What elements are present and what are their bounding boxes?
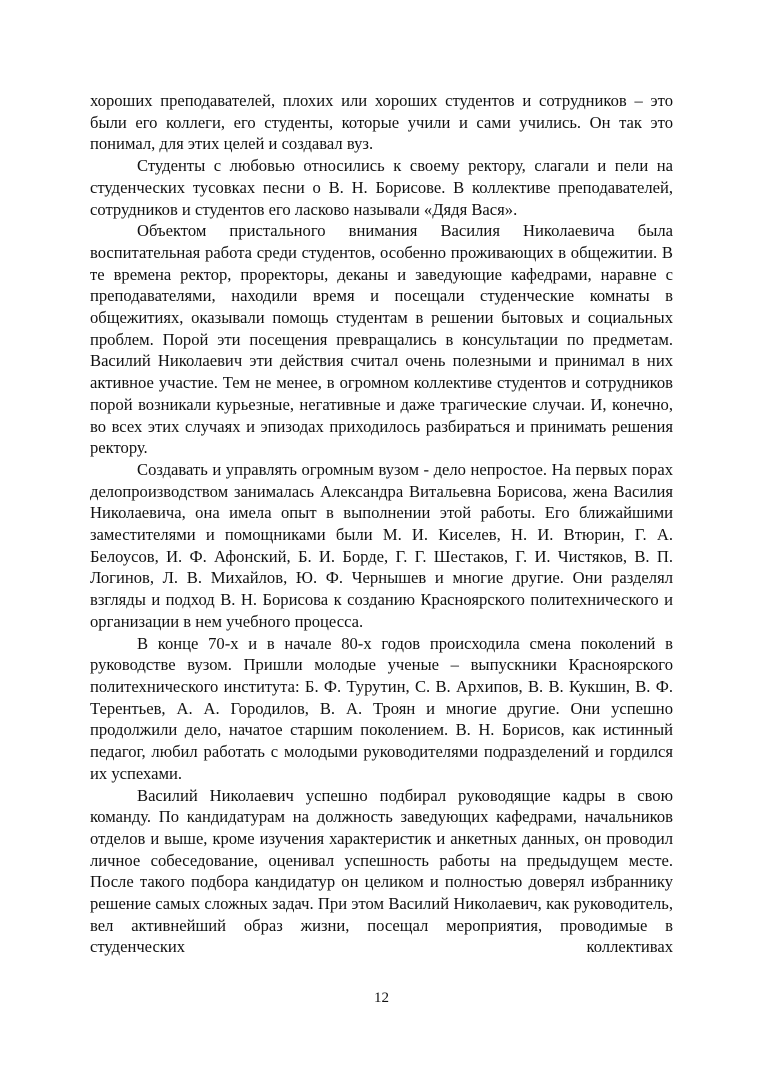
page-number: 12 xyxy=(374,990,389,1006)
page-text xyxy=(90,90,673,958)
paragraph-3: Объектом пристального внимания Василия Николаевича была воспитательная работа среди студентов, особенно проживающих в общежитии. В те времена ректор, проректоры, деканы и заведующие кафедрами, наравне с преподавателями, находили время и посещали студенческие комнаты в общежитиях, оказывали помощь студентам в решении бытовых и социальных проблем. Порой эти посещения превращались в консультации по предметам. Василий Николаевич эти действия считал очень полезными и принимал в них активное участие. Тем не менее, в огромном коллективе студентов и сотрудников порой возникали курьезные, негативные и даже трагические случаи. И, конечно, во всех этих случаях и эпизодах приходилось разбираться и принимать решения ректору. xyxy=(90,221,673,458)
paragraph-1: хороших преподавателей, плохих или хороших студентов и сотрудников – это были его коллеги, его студенты, которые учили и сами учились. Он так это понимал, для этих целей и создавал вуз. xyxy=(90,91,673,154)
paragraph-4: Создавать и управлять огромным вузом - дело непростое. На первых порах делопроизводством занималась Александра Витальевна Борисова, жена Василия Николаевича, она имела опыт в выполнении этой работы. Его ближайшими заместителями и помощниками были М. И. Киселев, Н. И. Втюрин, Г. А. Белоусов, И. Ф. Афонский, Б. И. Борде, Г. Г. Шестаков, Г. И. Чистяков, В. П. Логинов, Л. В. Михайлов, Ю. Ф. Чернышев и многие другие. Они разделял взгляды и подход В. Н. Борисова к созданию Красноярского политехнического и организации в нем учебного процесса. xyxy=(90,459,673,631)
paragraph-5: В конце 70-х и в начале 80-х годов происходила смена поколений в руководстве вузом. Пришли молодые ученые – выпускники Красноярского политехнического института: Б. Ф. Турутин, С. В. Архипов, В. В. Кукшин, В. Ф. Терентьев, А. А. Городилов, В. А. Троян и многие другие. Они успешно продолжили дело, начатое старшим поколением. В. Н. Борисов, как истинный педагог, любил работать с молодыми руководителями подразделений и гордился их успехами. xyxy=(90,633,673,783)
paragraph-6: Василий Николаевич успешно подбирал руководящие кадры в свою команду. По кандидатурам на должность заведующих кафедрами, начальников отделов и выше, кроме изучения характеристик и анкетных данных, он проводил личное собеседование, оценивал успешность работы на предыдущем месте. После такого подбора кандидатур он целиком и полностью доверял избраннику решение самых сложных задач. При этом Василий Николаевич, как руководитель, вел активнейший образ жизни, посещал мероприятия, проводимые в студенческих коллективах xyxy=(90,785,673,957)
paragraph-2: Студенты с любовью относились к своему ректору, слагали и пели на студенческих тусовках песни о В. Н. Борисове. В коллективе преподавателей, сотрудников и студентов его ласково называли «Дядя Вася». xyxy=(90,156,673,219)
